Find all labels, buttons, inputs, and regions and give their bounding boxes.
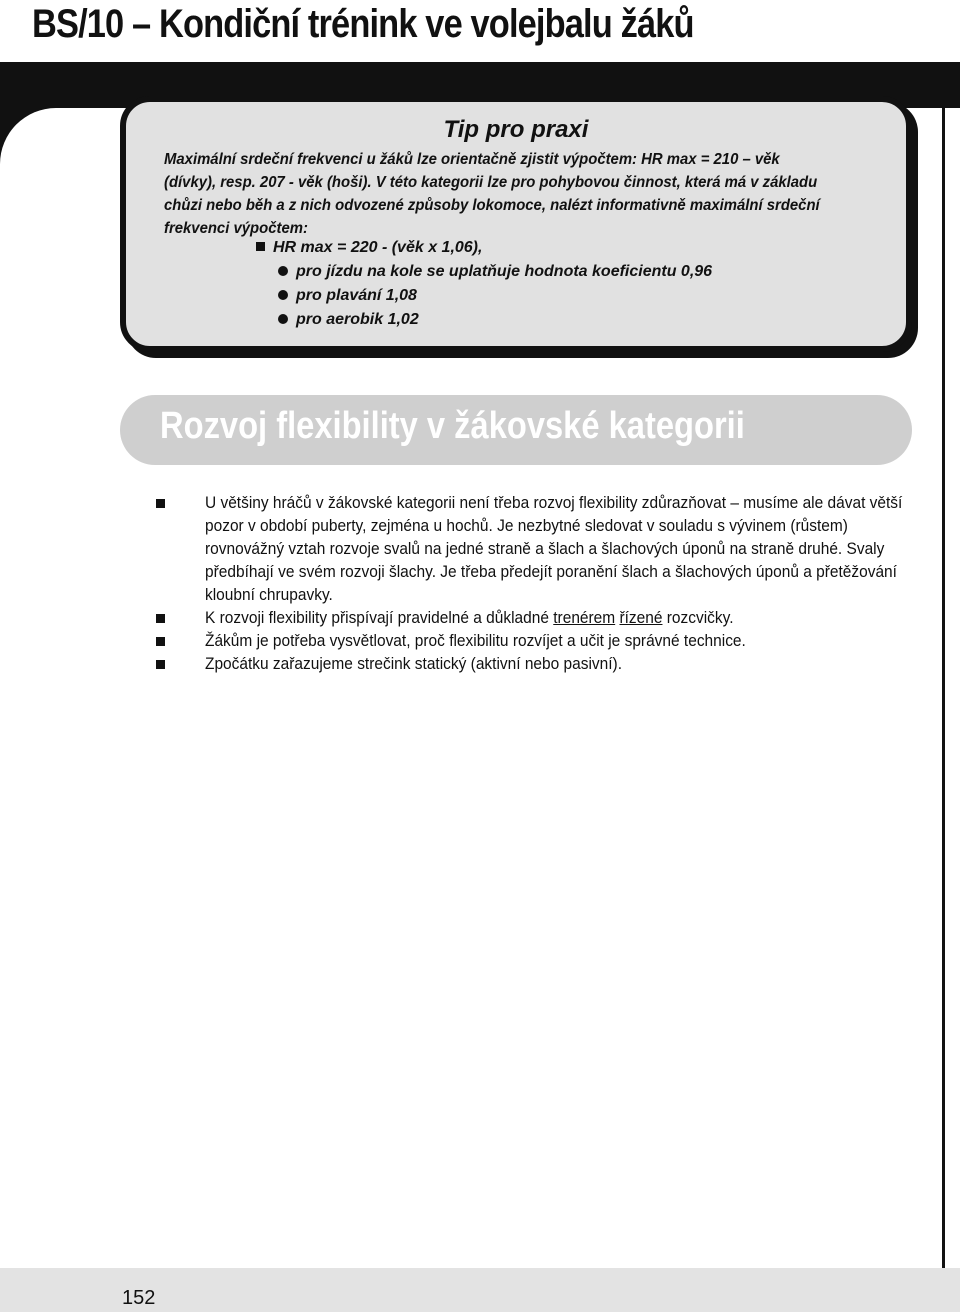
square-bullet-icon: [256, 242, 265, 251]
tip-coefficient: pro jízdu na kole se uplatňuje hodnota koeficientu 0,96: [296, 263, 713, 280]
section-heading: Rozvoj flexibility v žákovské kategorii: [160, 405, 745, 447]
tip-coefficient-row: [256, 260, 712, 284]
list-item-text: Zpočátku zařazujeme strečink statický (aktivní nebo pasivní).: [205, 654, 623, 673]
tip-text: Maximální srdeční frekvenci u žáků lze orientačně zjistit výpočtem: HR max = 210 – věk (dívky), resp. 207 - věk (hoši). V této kategorii lze pro pohybovou činnost, která má v základu chůzi nebo běh a z nich odvozené způsoby lokomoce, nalézt informativně maximální srdeční frekvenci výpočtem:: [164, 151, 820, 237]
tip-coefficient-row: [256, 284, 712, 308]
round-bullet-icon: [278, 290, 288, 300]
list-item-text: U většiny hráčů v žákovské kategorii není třeba rozvoj flexibility zdůrazňovat – musíme ale dávat větší pozor v období puberty, zejména u hochů. Je nezbytné sledovat v souladu s vývinem (růstem) rovnovážný vztah rozvoje svalů na jedné straně a šlach a šlachových úponů na straně druhé. Svaly předbíhají ve svém rozvoji šlachy. Je třeba předejít poranění šlach a šlachových úponů a přetěžování kloubní chrupavky.: [205, 493, 903, 604]
header-band: [0, 0, 960, 62]
list-item-text-start: K rozvoji flexibility přispívají pravidelné a důkladné: [205, 608, 554, 627]
page-number: 152: [122, 1287, 156, 1309]
round-bullet-icon: [278, 266, 288, 276]
list-item: [150, 652, 910, 675]
list-item: [150, 606, 910, 629]
underlined-word: řízené: [619, 608, 663, 627]
square-bullet-icon: [156, 660, 165, 669]
tip-coefficient: pro plavání 1,08: [296, 287, 417, 304]
list-item: [150, 491, 910, 606]
list-item-text-end: rozcvičky.: [662, 608, 734, 627]
section-heading-pill: [120, 395, 912, 465]
round-bullet-icon: [278, 314, 288, 324]
page-title: BS/10 – Kondiční trénink ve volejbalu žáků: [32, 2, 694, 46]
list-item-text: Žákům je potřeba vysvětlovat, proč flexibilitu rozvíjet a učit je správné technice.: [205, 631, 746, 650]
body-list: [150, 491, 910, 675]
tip-formula: HR max = 220 - (věk x 1,06),: [273, 239, 483, 256]
square-bullet-icon: [156, 637, 165, 646]
underlined-word: trenérem: [553, 608, 616, 627]
list-item-text: [205, 606, 906, 629]
square-bullet-icon: [156, 499, 165, 508]
tip-formula-list: [256, 236, 712, 332]
tip-formula-row: [256, 236, 712, 260]
square-bullet-icon: [156, 614, 165, 623]
tip-title: Tip pro praxi: [443, 116, 589, 143]
tip-coefficient-row: [256, 308, 712, 332]
list-item: [150, 629, 910, 652]
tip-coefficient: pro aerobik 1,02: [296, 311, 419, 328]
right-edge-strip: [942, 108, 960, 1272]
